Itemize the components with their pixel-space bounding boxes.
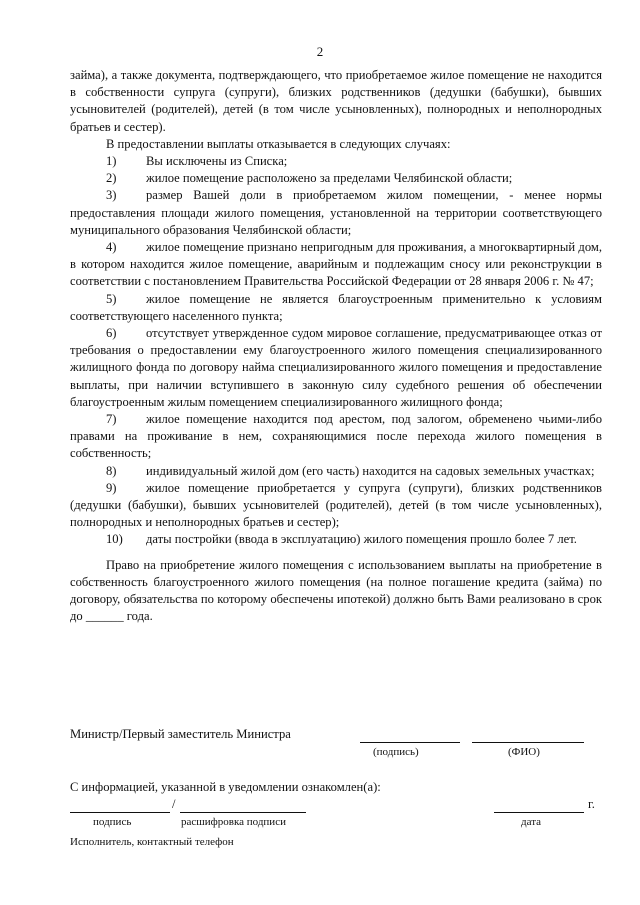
slash-separator: / (172, 797, 176, 811)
refusal-item (70, 170, 602, 187)
item-number: 7) (106, 412, 117, 427)
refusal-item (70, 187, 602, 239)
date-caption: дата (521, 816, 542, 828)
item-text: жилое помещение расположено за пределами Челябинской области; (146, 171, 513, 186)
refusal-item (70, 239, 602, 291)
refusal-item (70, 411, 602, 463)
sign-caption: подпись (93, 816, 132, 828)
year-suffix: г. (588, 797, 595, 811)
right-paragraph: Право на приобретение жилого помещения с использованием выплаты на приобретение в собственность благоустроенного жилого помещения (на полное погашение кредита (займа) по договору, обязательства по которому обеспечены ипотекой) должно быть Вами реализовано в срок до ______ года. (70, 557, 602, 624)
item-number: 9) (106, 480, 117, 495)
signatory-title: Министр/Первый заместитель Министра (70, 727, 291, 741)
ack-decode-line (180, 812, 306, 813)
refusal-item (70, 153, 602, 170)
item-number: 2) (106, 171, 117, 186)
page-number: 2 (316, 44, 324, 59)
item-text: индивидуальный жилой дом (его часть) находится на садовых земельных участках; (146, 463, 595, 478)
signature-line (360, 742, 460, 743)
item-text: жилое помещение не является благоустроенным применительно к условиям соответствующего населенного пункта; (70, 291, 602, 323)
item-number: 4) (106, 240, 117, 255)
refusal-item (70, 480, 602, 532)
item-text: жилое помещение приобретается у супруга (супруги), близких родственников (дедушки (бабушки), бывших усыновителей (родителей), детей (в том числе усыновленных), полнородных и неполнородных братьев и сестер); (70, 480, 602, 530)
item-text: размер Вашей доли в приобретаемом жилом помещении, - менее нормы предоставления площади жилого помещения, установленной на территории соответствующего муниципального образования Челябинской области; (70, 188, 602, 237)
refusal-item (70, 291, 602, 325)
refusal-heading: В предоставлении выплаты отказывается в следующих случаях: (106, 136, 451, 151)
item-text: жилое помещение находится под арестом, под залогом, обременено чьими-либо правами на проживание в нем, сохраняющимися после перехода жилого помещения в собственность; (70, 412, 602, 461)
name-line (472, 742, 584, 743)
item-number: 6) (106, 326, 117, 341)
signature-caption: (подпись) (373, 746, 419, 758)
decode-caption: расшифровка подписи (181, 816, 286, 828)
item-text: даты постройки (ввода в эксплуатацию) жилого помещения прошло более 7 лет. (146, 532, 577, 547)
refusal-item (70, 531, 602, 548)
refusal-item (70, 325, 602, 411)
name-caption: (ФИО) (508, 746, 540, 758)
item-number: 8) (106, 463, 117, 478)
intro-paragraph: займа), а также документа, подтверждающего, что приобретаемое жилое помещение не находится в собственности супруга (супруги), близких родственников (дедушки (бабушки), бывших усыновителей (родителей), детей (в том числе усыновленных), полнородных и неполнородных братьев и сестер). (70, 68, 602, 134)
executor-line: Исполнитель, контактный телефон (70, 836, 234, 848)
document-body (70, 67, 602, 626)
acknowledgement-text: С информацией, указанной в уведомлении ознакомлен(а): (70, 780, 381, 794)
item-text: жилое помещение признано непригодным для проживания, а многоквартирный дом, в котором находится жилое помещение, аварийным и подлежащим сносу или реконструкции в соответствии с постановлением Правительства Российской Федерации от 28 января 2006 г. № 47; (70, 240, 602, 289)
item-text: Вы исключены из Списка; (146, 154, 288, 169)
refusal-list (70, 153, 602, 549)
item-number: 5) (106, 291, 117, 306)
ack-date-line (494, 812, 584, 813)
item-text: отсутствует утвержденное судом мировое соглашение, предусматривающее отказ от требования о предоставлении ему благоустроенного жилого помещения специализированного жилищного фонда по договору найма специализированного жилого помещения и предоставление выплаты, при наличии вступившего в законную силу судебного решения об обеспечении благоустроенным жилым помещением специализированного жилищного фонда; (70, 326, 602, 409)
item-number: 1) (106, 154, 117, 169)
item-number: 10) (106, 532, 123, 547)
item-number: 3) (106, 188, 117, 203)
ack-signature-line (70, 812, 170, 813)
refusal-item (70, 463, 602, 480)
